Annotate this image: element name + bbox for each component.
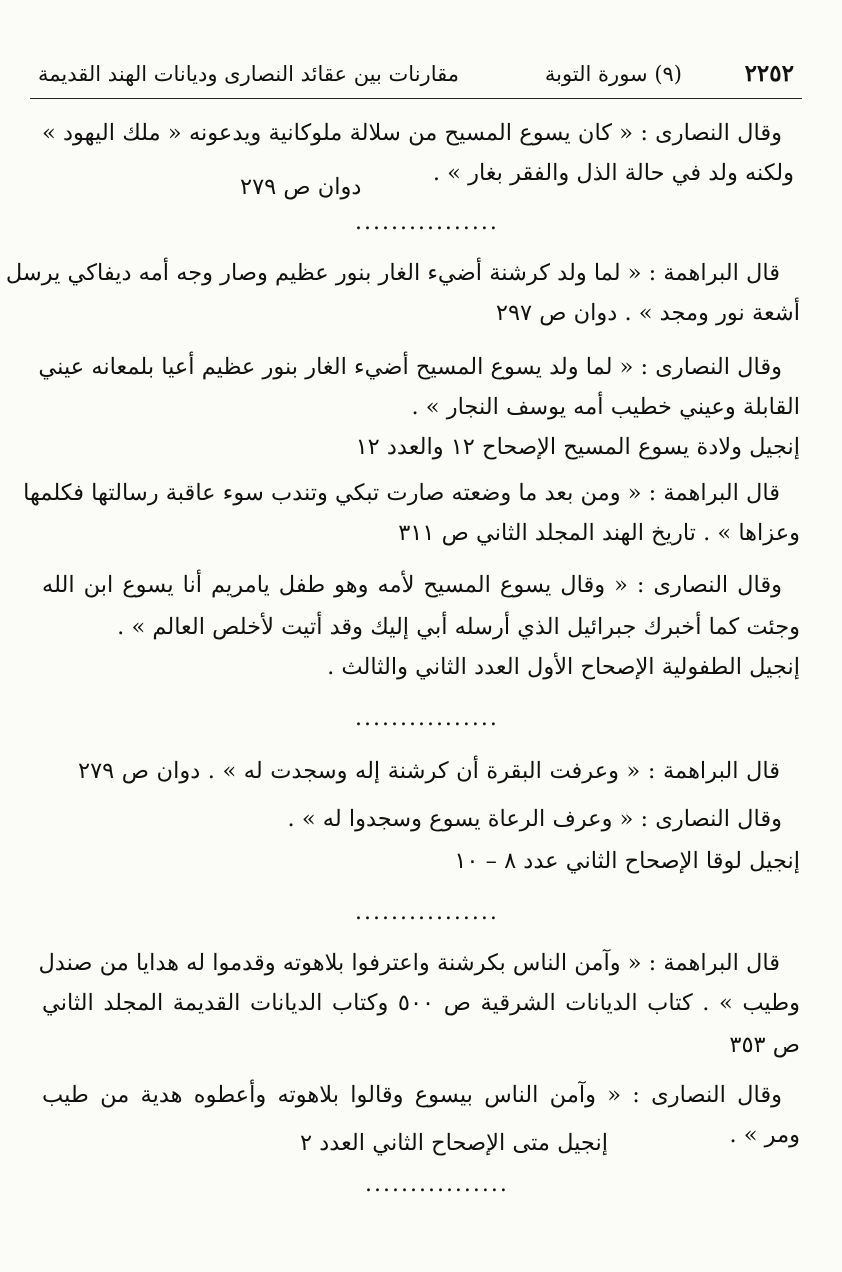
text-line: وقال النصارى : « وآمن الناس بيسوع وقالوا بلاهوته وأعطوه هدية من طيب [42, 1082, 782, 1108]
text-line: أشعة نور ومجد » . دوان ص ٢٩٧ [495, 300, 800, 326]
text-line: وعزاها » . تاريخ الهند المجلد الثاني ص ٣١١ [398, 520, 800, 546]
page-number: ٢٢٥٢ [744, 60, 794, 87]
text-line: قال البراهمة : « وعرفت البقرة أن كرشنة إله وسجدت له » . دوان ص ٢٧٩ [78, 758, 780, 784]
text-line: ص ٣٥٣ [729, 1032, 800, 1058]
text-line: قال البراهمة : « لما ولد كرشنة أضيء الغار بنور عظيم وصار وجه أمه ديفاكي يرسل [5, 260, 780, 286]
text-line: وطيب » . كتاب الديانات الشرقية ص ٥٠٠ وكتاب الديانات القديمة المجلد الثاني [42, 990, 800, 1016]
text-line: القابلة وعيني خطيب أمه يوسف النجار » . [411, 394, 800, 420]
citation: إنجيل لوقا الإصحاح الثاني عدد ٨ – ١٠ [454, 848, 800, 874]
section-divider: ................ [355, 210, 499, 235]
text-line: وقال النصارى : « وقال يسوع المسيح لأمه وهو طفل يامريم أنا يسوع ابن الله [42, 572, 782, 598]
text-line: وقال النصارى : « لما ولد يسوع المسيح أضيء الغار بنور عظيم أعيا بلمعانه عيني [38, 354, 782, 380]
book-title: مقارنات بين عقائد النصارى وديانات الهند القديمة [38, 62, 459, 86]
section-divider: ................ [355, 706, 499, 731]
citation: إنجيل ولادة يسوع المسيح الإصحاح ١٢ والعدد ١٢ [355, 434, 800, 460]
text-line: ولكنه ولد في حالة الذل والفقر بغار » . [432, 160, 794, 186]
text-line: وقال النصارى : « كان يسوع المسيح من سلالة ملوكانية ويدعونه « ملك اليهود » [42, 120, 782, 146]
surah-label: (٩) سورة التوبة [544, 62, 682, 86]
text-line: وجئت كما أخبرك جبرائيل الذي أرسله أبي إليك وقد أتيت لأخلص العالم » . [117, 614, 800, 640]
citation: إنجيل متى الإصحاح الثاني العدد ٢ [300, 1130, 608, 1156]
section-divider: ................ [365, 1172, 509, 1197]
section-divider: ................ [355, 900, 499, 925]
citation: إنجيل الطفولية الإصحاح الأول العدد الثاني والثالث . [327, 654, 800, 680]
text-line: قال البراهمة : « وآمن الناس بكرشنة واعترفوا بلاهوته وقدموا له هدايا من صندل [38, 950, 780, 976]
text-line: قال البراهمة : « ومن بعد ما وضعته صارت تبكي وتندب سوء عاقبة رسالتها فكلمها [23, 480, 780, 506]
citation: دوان ص ٢٧٩ [240, 174, 362, 200]
text-line: وقال النصارى : « وعرف الرعاة يسوع وسجدوا له » . [287, 806, 782, 832]
running-header [30, 58, 802, 99]
text-line: ومر » . [729, 1122, 800, 1148]
